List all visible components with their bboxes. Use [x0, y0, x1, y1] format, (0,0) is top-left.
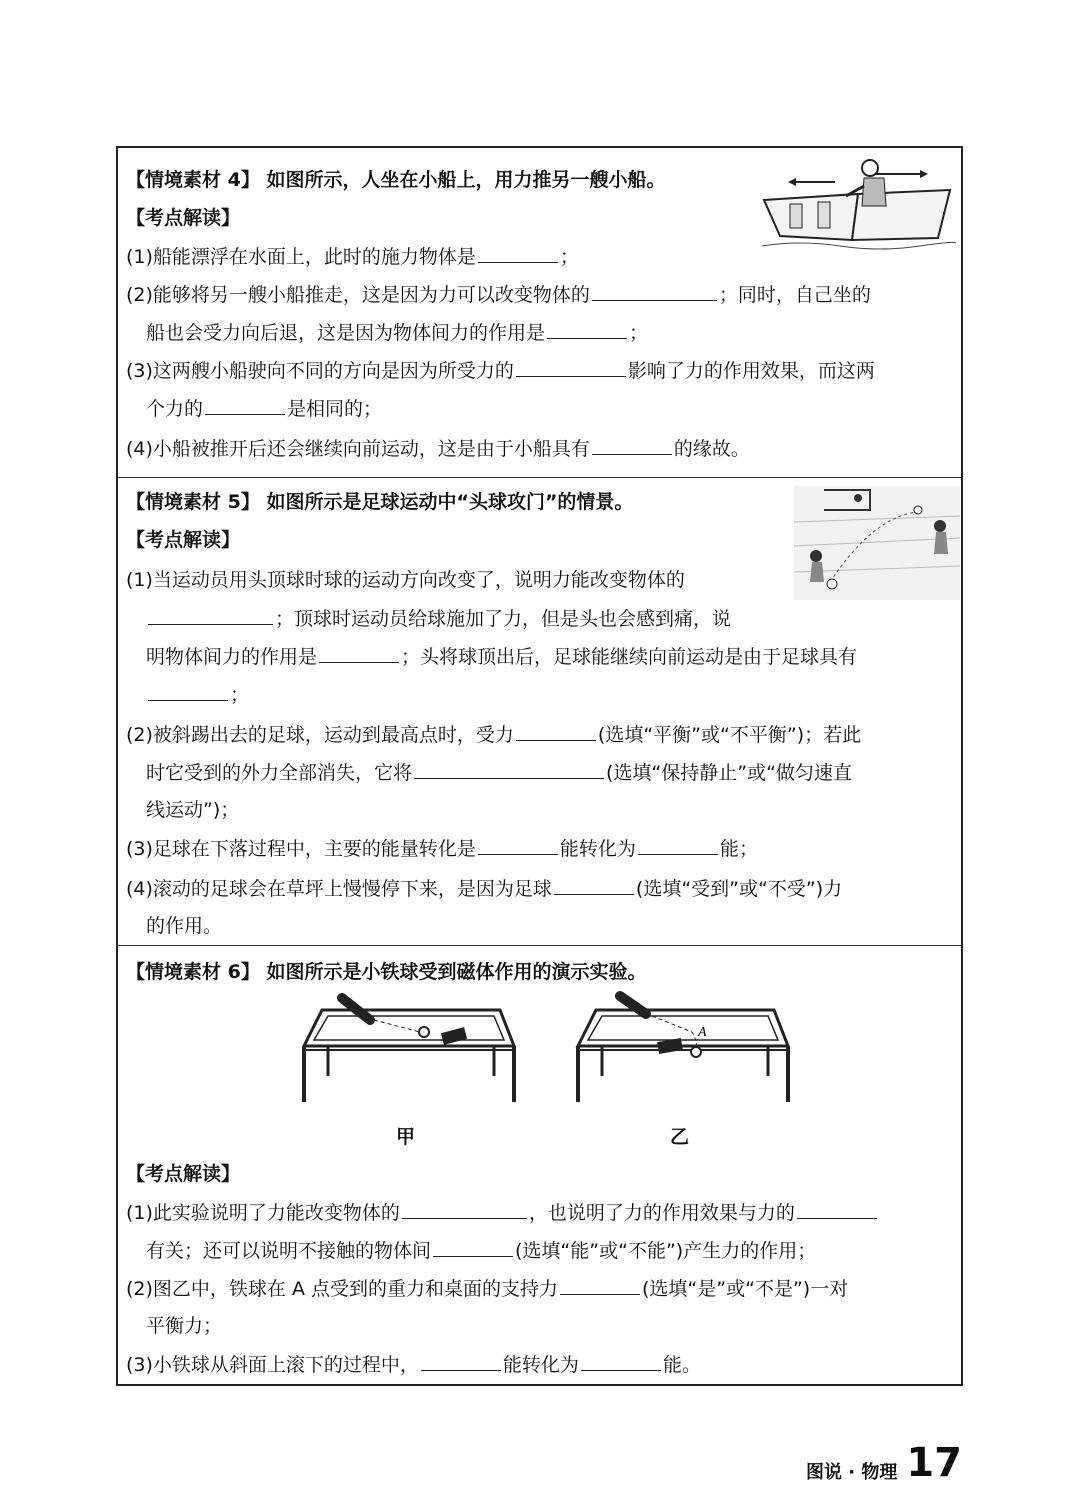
answer-blank[interactable]: [148, 606, 273, 625]
figure-label-left: 甲: [396, 1126, 416, 1148]
section-4-title: 【情境素材 4】 如图所示，人坐在小船上，用力推另一艘小船。: [126, 169, 666, 191]
question-6-2-cont: 平衡力；: [146, 1315, 223, 1337]
answer-blank[interactable]: [478, 244, 558, 263]
answer-blank[interactable]: [516, 358, 626, 377]
question-text: (4)小船被推开后还会继续向前运动，这是由于小船具有: [126, 438, 590, 460]
answer-blank[interactable]: [547, 320, 627, 339]
question-text: (2)被斜踢出去的足球，运动到最高点时，受力: [126, 724, 514, 746]
question-5-4: [126, 876, 842, 901]
question-text: (1)此实验说明了力能改变物体的: [126, 1202, 400, 1224]
page-number: 17: [906, 1440, 962, 1486]
section-4-heading: 【考点解读】: [126, 207, 241, 229]
section-6-title: 【情境素材 6】 如图所示是小铁球受到磁体作用的演示实验。: [126, 961, 647, 983]
table-figure-right: [572, 990, 794, 1110]
question-5-4-cont: 的作用。: [146, 915, 223, 937]
question-text: 能。: [662, 1354, 701, 1376]
section-5-heading: 【考点解读】: [126, 529, 241, 551]
answer-blank[interactable]: [797, 1200, 877, 1219]
question-5-1-cont3: [146, 682, 249, 707]
question-text: (3)这两艘小船驶向不同的方向是因为所受力的: [126, 360, 514, 382]
soccer-illustration: [794, 486, 960, 600]
question-text: 影响了力的作用效果，而这两: [627, 360, 875, 382]
answer-blank[interactable]: [414, 760, 604, 779]
question-4-3-cont: [146, 396, 382, 421]
answer-blank[interactable]: [421, 1352, 501, 1371]
question-text: ；: [230, 684, 250, 706]
question-text: 能转化为: [559, 838, 636, 860]
question-4-2: [126, 282, 871, 307]
point-a-label: A: [698, 1025, 707, 1040]
answer-blank[interactable]: [581, 1352, 661, 1371]
question-text: ；头将球顶出后，足球能继续向前运动是由于足球具有: [401, 646, 858, 668]
answer-blank[interactable]: [592, 282, 717, 301]
section-6: [118, 946, 961, 1384]
answer-blank[interactable]: [560, 1276, 640, 1295]
question-text: 船也会受力向后退，这是因为物体间力的作用是: [146, 322, 546, 344]
content-frame: [116, 146, 963, 1386]
question-5-2: [126, 722, 861, 747]
question-text: 的缘故。: [673, 438, 750, 460]
answer-blank[interactable]: [402, 1200, 527, 1219]
question-6-2: [126, 1276, 848, 1301]
question-4-1: [126, 244, 579, 269]
answer-blank[interactable]: [205, 396, 285, 415]
question-text: (2)能够将另一艘小船推走，这是因为力可以改变物体的: [126, 284, 590, 306]
question-text: 个力的: [146, 398, 204, 420]
question-text: (选填“是”或“不是”)一对: [642, 1278, 849, 1300]
question-4-2-cont: [146, 320, 648, 345]
answer-blank[interactable]: [478, 836, 558, 855]
question-text: 能转化为: [502, 1354, 579, 1376]
answer-blank[interactable]: [638, 836, 718, 855]
section-5-title: 【情境素材 5】 如图所示是足球运动中“头球攻门”的情景。: [126, 491, 634, 513]
answer-blank[interactable]: [554, 876, 634, 895]
answer-blank[interactable]: [319, 644, 399, 663]
question-text: (选填“受到”或“不受”)力: [635, 878, 843, 900]
question-5-1-cont2: [146, 644, 857, 669]
question-text: (1)当运动员用头顶球时球的运动方向改变了，说明力能改变物体的: [126, 569, 685, 591]
question-text: (1)船能漂浮在水面上，此时的施力物体是: [126, 246, 476, 268]
question-text: (4)滚动的足球会在草坪上慢慢停下来，是因为足球: [126, 878, 552, 900]
question-text: (3)足球在下落过程中，主要的能量转化是: [126, 838, 476, 860]
answer-blank[interactable]: [433, 1238, 513, 1257]
figure-label-right: 乙: [670, 1126, 690, 1148]
question-text: ；顶球时运动员给球施加了力，但是头也会感到痛，说: [275, 608, 732, 630]
question-text: 是相同的；: [287, 398, 383, 420]
question-5-3: [126, 836, 758, 861]
table-figure-left: [298, 990, 520, 1110]
answer-blank[interactable]: [592, 436, 672, 455]
question-5-2-cont2: 线运动”)；: [146, 799, 240, 821]
question-5-1-cont: [146, 606, 731, 631]
question-text: 能；: [719, 838, 758, 860]
question-text: ；: [559, 246, 579, 268]
boat-illustration: [760, 154, 956, 254]
question-text: ；同时，自己坐的: [718, 284, 871, 306]
question-text: ；: [629, 322, 649, 344]
question-text: (选填“能”或“不能”)产生力的作用；: [515, 1240, 817, 1262]
question-text: 明物体间力的作用是: [146, 646, 318, 668]
question-text: ，也说明了力的作用效果与力的: [528, 1202, 795, 1224]
question-text: 有关；还可以说明不接触的物体间: [146, 1240, 432, 1262]
question-text: (选填“平衡”或“不平衡”)；若此: [597, 724, 862, 746]
section-5: [118, 478, 961, 946]
section-6-heading: 【考点解读】: [126, 1163, 241, 1185]
question-4-3: [126, 358, 875, 383]
section-4: [118, 148, 961, 478]
answer-blank[interactable]: [516, 722, 596, 741]
question-text: 时它受到的外力全部消失，它将: [146, 762, 413, 784]
answer-blank[interactable]: [148, 682, 228, 701]
question-6-1-cont: [146, 1238, 816, 1263]
question-5-2-cont: [146, 760, 852, 785]
question-text: (3)小铁球从斜面上滚下的过程中，: [126, 1354, 419, 1376]
question-5-1: [126, 568, 685, 592]
question-text: (2)图乙中，铁球在 A 点受到的重力和桌面的支持力: [126, 1278, 558, 1300]
question-text: (选填“保持静止”或“做匀速直: [606, 762, 852, 784]
question-6-3: [126, 1352, 701, 1377]
question-6-1: [126, 1200, 879, 1225]
footer-book-title: 图说 · 物理: [806, 1462, 898, 1483]
question-4-4: [126, 436, 750, 461]
